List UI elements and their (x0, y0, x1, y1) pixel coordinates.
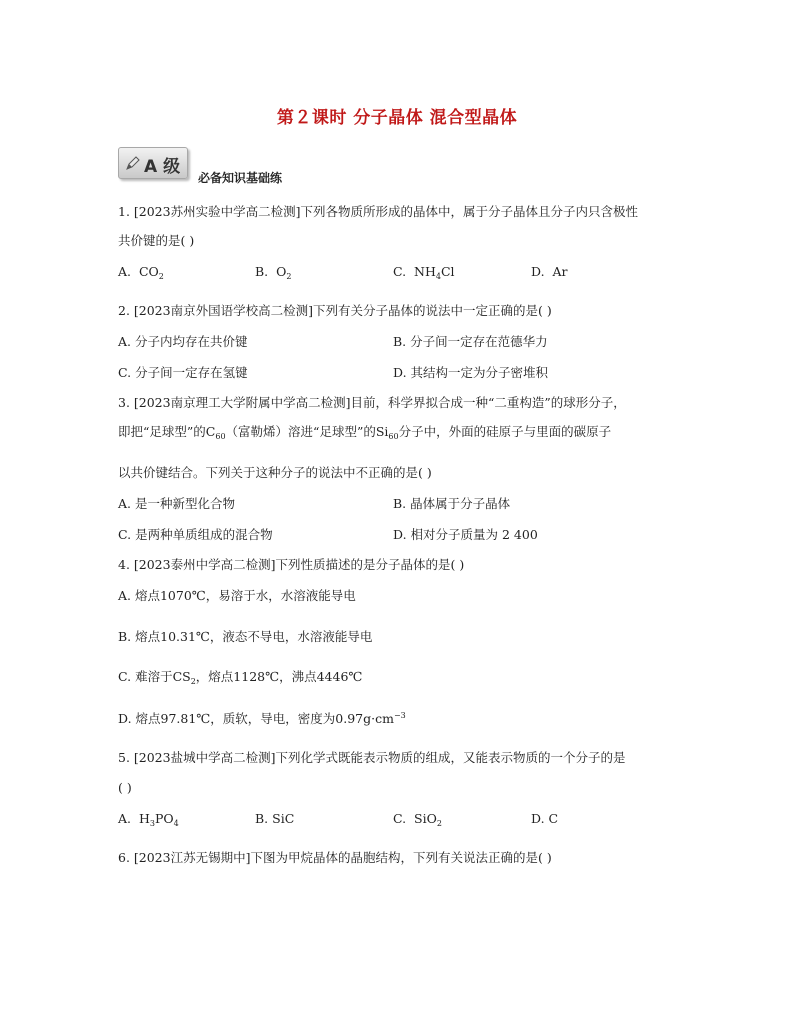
q3-option-d: D. 相对分子质量为 2 400 (393, 527, 538, 542)
page-title: 第２课时 分子晶体 混合型晶体 (276, 108, 518, 128)
q3-option-a: A. 是一种新型化合物 (118, 496, 235, 511)
q4-option-b: B. 熔点10.31℃，液态不导电，水溶液能导电 (118, 629, 373, 644)
q1-line2: 共价键的是( ) (118, 233, 195, 248)
q3-line3: 以共价键结合。下列关于这种分子的说法中不正确的是( ) (118, 465, 432, 480)
q1-line1: 1. [2023苏州实验中学高二检测]下列各物质所形成的晶体中，属于分子晶体且分子内只含极性 (118, 204, 638, 219)
badge-text: A 级 (144, 157, 181, 177)
q2-option-a: A. 分子内均存在共价键 (118, 334, 248, 349)
pencil-icon (124, 154, 142, 172)
q4-option-d: D. 熔点97.81℃，质软，导电，密度为$0.97g\cdot cm^{-3}$ (118, 711, 406, 727)
q3-line2: 即把“足球型”的$C_{60}$（富勒烯）溶进“足球型”的$Si_{60}$分子中，外面的硅原子与里面的碳原子 (118, 424, 612, 441)
q4-option-a: A. 熔点1070℃，易溶于水，水溶液能导电 (118, 588, 356, 603)
q5-option-d: D. C (531, 811, 559, 826)
q2-line1: 2. [2023南京外国语学校高二检测]下列有关分子晶体的说法中一定正确的是( ) (118, 303, 552, 318)
q5-line1: 5. [2023盐城中学高二检测]下列化学式既能表示物质的组成，又能表示物质的一个分子的是 (118, 750, 626, 765)
q2-option-b: B. 分子间一定存在范德华力 (393, 334, 548, 349)
q6-line1: 6. [2023江苏无锡期中]下图为甲烷晶体的晶胞结构，下列有关说法正确的是( ) (118, 850, 552, 865)
section-label: 必备知识基础练 (198, 171, 283, 185)
q3-option-c: C. 是两种单质组成的混合物 (118, 527, 273, 542)
q3-option-b: B. 晶体属于分子晶体 (393, 496, 511, 511)
q2-option-c: C. 分子间一定存在氢键 (118, 365, 248, 380)
q1-option-d: D. Ar (531, 264, 568, 279)
q3-line1: 3. [2023南京理工大学附属中学高二检测]目前，科学界拟合成一种“二重构造”的球形分子， (118, 395, 626, 410)
q1-option-a: A. $CO_2$ (118, 264, 164, 281)
q1-option-c: C. $NH_4Cl$ (393, 264, 455, 281)
q5-option-c: C. SiO$_2$ (393, 811, 442, 828)
q4-line1: 4. [2023泰州中学高二检测]下列性质描述的是分子晶体的是( ) (118, 557, 465, 572)
q2-option-d: D. 其结构一定为分子密堆积 (393, 365, 549, 380)
level-badge (118, 147, 188, 179)
q5-option-a: A. $H_3PO_4$ (118, 811, 179, 828)
q4-option-c: C. 难溶于$CS_2$，熔点1128℃，沸点4446℃ (118, 669, 363, 686)
q5-line2: ( ) (118, 780, 132, 795)
q1-option-b: B. $O_2$ (255, 264, 292, 281)
q5-option-b: B. SiC (255, 811, 295, 826)
